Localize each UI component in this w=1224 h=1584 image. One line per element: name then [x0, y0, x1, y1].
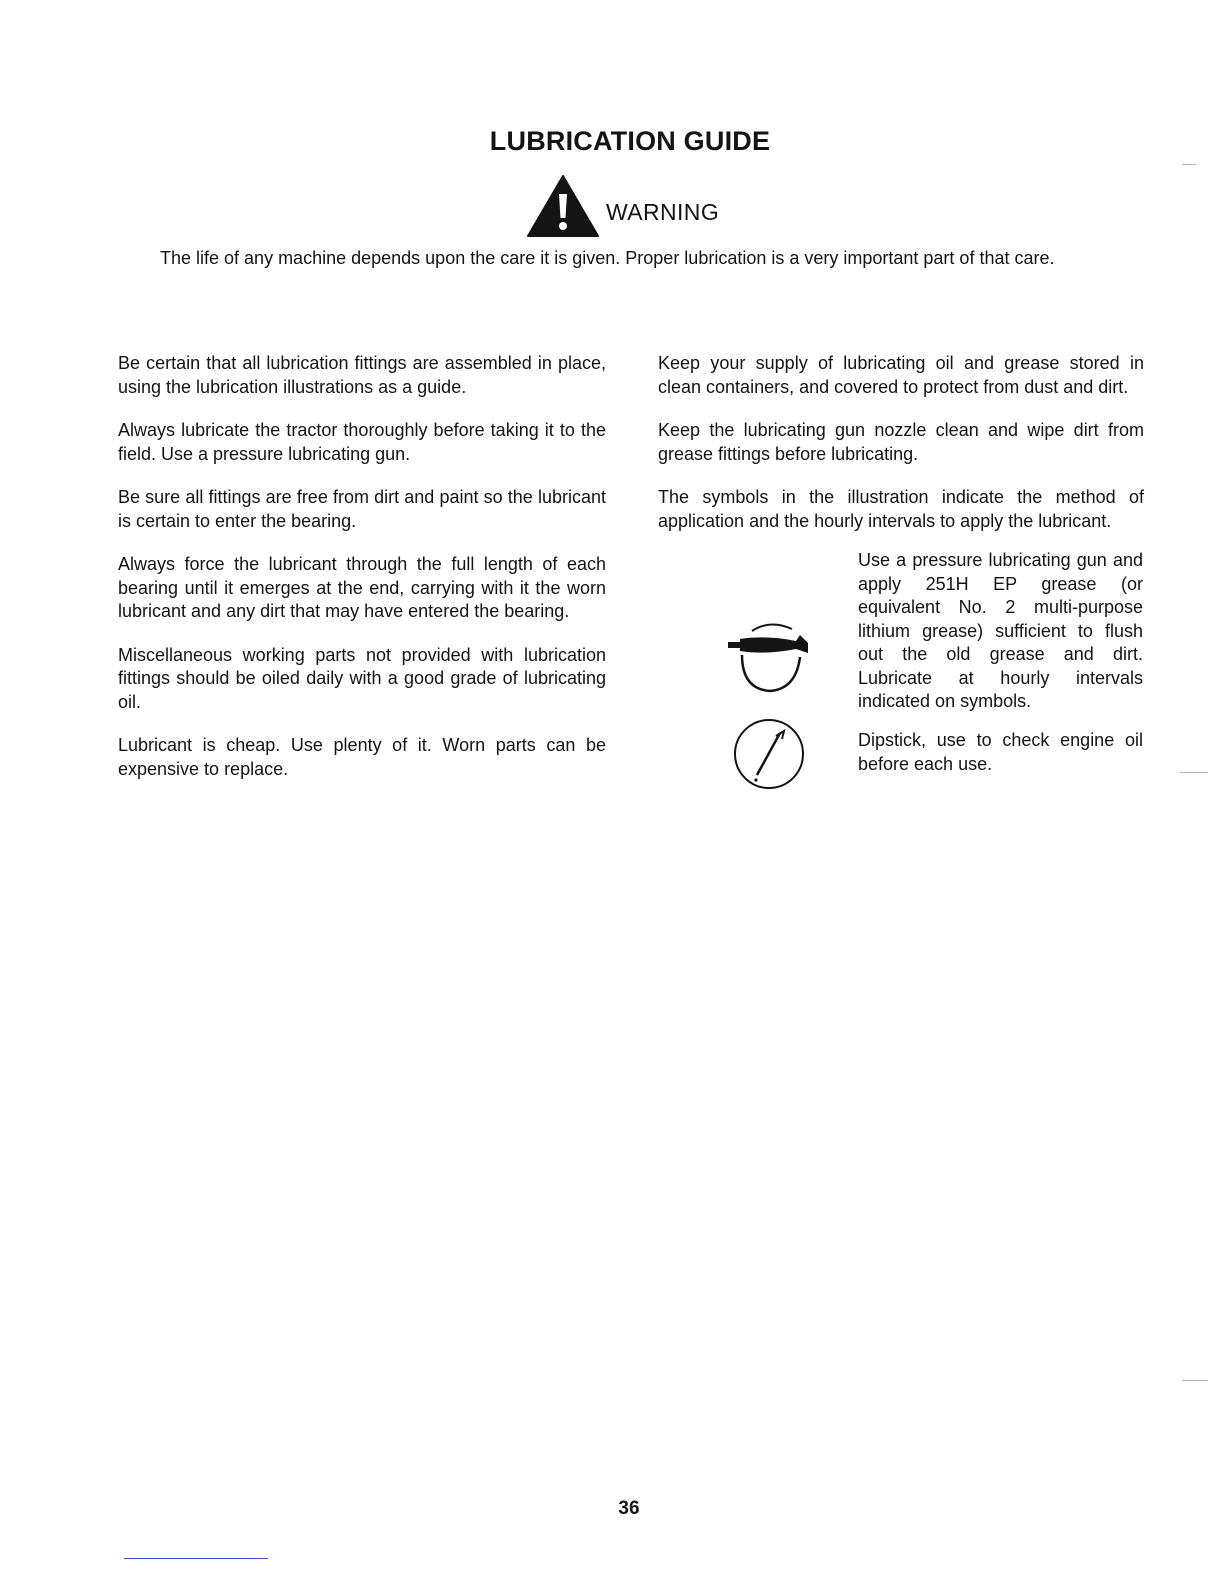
warning-triangle-icon — [526, 174, 600, 238]
page-title: LUBRICATION GUIDE — [489, 126, 771, 156]
dipstick-description: Dipstick, use to check engine oil before each use. — [858, 730, 1143, 774]
paragraph-misc-parts: Miscellaneous working parts not provided with lubrication fittings should be oiled daily with a good grade of lubricating oil. — [118, 644, 606, 712]
grease-gun-description: Use a pressure lubricating gun and apply 251H EP grease (or equivalent No. 2 multi-purpose lithium grease) sufficient to flush out the old grease and dirt. Lubricate at hourly intervals indicated on symbols. — [858, 550, 1143, 711]
scan-speck — [1182, 1380, 1208, 1381]
scan-speck — [1182, 164, 1196, 165]
bottom-rule — [124, 1558, 268, 1559]
scan-speck — [1180, 772, 1208, 773]
page-number: 36 — [618, 1498, 640, 1519]
warning-label: WARNING — [606, 199, 720, 225]
paragraph-force-lubricant: Always force the lubricant through the full length of each bearing until it emerges at the end, carrying with it the worn lubricant and any dirt that may have entered the bearing. — [118, 554, 606, 621]
warning-header — [526, 172, 719, 238]
grease-gun-symbol-row — [658, 549, 1144, 729]
paragraph-lubricant-cheap: Lubricant is cheap. Use plenty of it. Worn parts can be expensive to replace. — [118, 735, 606, 779]
paragraph-lubricate-tractor: Always lubricate the tractor thoroughly before taking it to the field. Use a pressure lubricating gun. — [118, 420, 606, 464]
paragraph-symbols-intro: The symbols in the illustration indicate the method of application and the hourly intervals to apply the lubricant. — [658, 487, 1144, 531]
grease-gun-icon — [726, 609, 818, 693]
dipstick-icon — [732, 717, 806, 791]
paragraph-fittings: Be certain that all lubrication fittings are assembled in place, using the lubrication illustrations as a guide. — [118, 353, 606, 397]
paragraph-gun-nozzle: Keep the lubricating gun nozzle clean and wipe dirt from grease fittings before lubricating. — [658, 420, 1144, 464]
paragraph-clean-fittings: Be sure all fittings are free from dirt and paint so the lubricant is certain to enter the bearing. — [118, 487, 606, 531]
intro-paragraph: The life of any machine depends upon the care it is given. Proper lubrication is a very important part of that care. — [160, 248, 1055, 268]
left-column — [118, 352, 606, 801]
paragraph-storage: Keep your supply of lubricating oil and grease stored in clean containers, and covered to protect from dust and dirt. — [658, 353, 1144, 397]
dipstick-symbol-row — [658, 729, 1144, 799]
right-column — [658, 352, 1144, 799]
